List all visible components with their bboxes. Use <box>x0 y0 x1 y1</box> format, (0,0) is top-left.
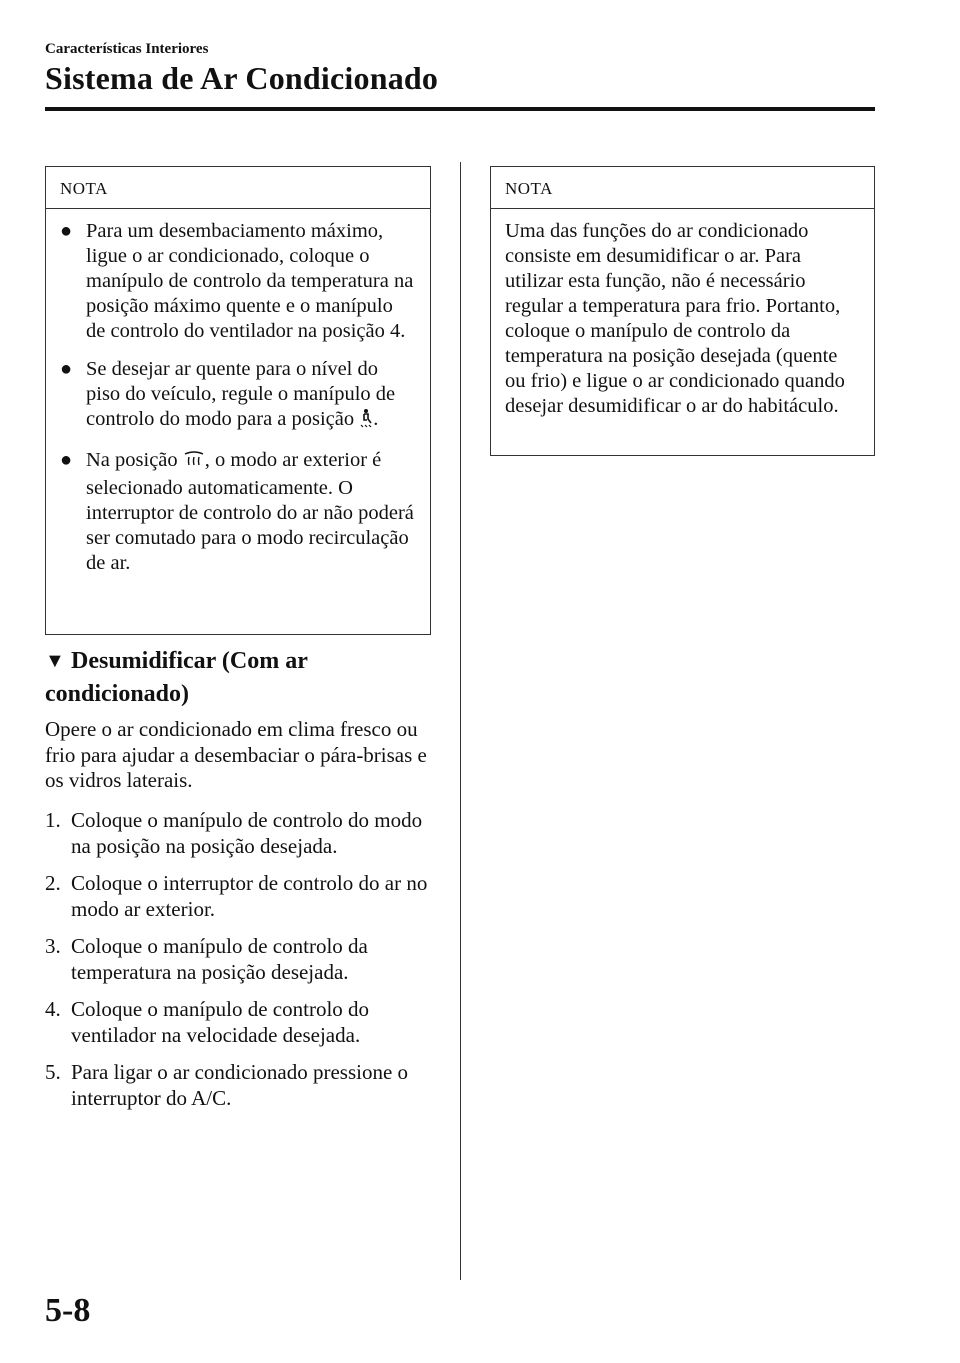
list-item <box>45 808 445 859</box>
step-text: Para ligar o ar condicionado pressione o interruptor do A/C. <box>71 1060 409 1110</box>
step-text: Coloque o manípulo de controlo do ventilador na velocidade desejada. <box>71 997 370 1047</box>
note-bullet <box>60 357 414 435</box>
step-number: 1. <box>45 808 61 832</box>
subsection-title: Desumidificar (Com ar condicionado) <box>45 648 308 707</box>
note-body <box>46 209 430 601</box>
step-number: 3. <box>45 934 61 958</box>
step-number: 5. <box>45 1060 61 1084</box>
defrost-mode-icon <box>183 451 205 476</box>
step-text: Coloque o manípulo de controlo da temperatura na posição desejada. <box>71 934 368 984</box>
page-title: Sistema de Ar Condicionado <box>45 60 439 96</box>
note-bullet-text: Para um desembaciamento máximo, ligue o ar condicionado, coloque o manípulo de controlo da temperatura na posição máximo quente e o manípulo de controlo do ventilador na posição 4. <box>86 220 414 342</box>
intro-paragraph: Opere o ar condicionado em clima fresco ou frio para ajudar a desembaciar o pára-brisas e os vidros laterais. <box>45 717 427 792</box>
section-label: Características Interiores <box>45 41 209 57</box>
step-number: 4. <box>45 997 61 1021</box>
bullet-dot: ● <box>60 358 73 380</box>
step-text: Coloque o manípulo de controlo do modo na posição na posição desejada. <box>71 808 423 858</box>
triangle-marker-icon: ▼ <box>45 650 65 672</box>
note-heading: NOTA <box>46 167 430 209</box>
bullet-dot: ● <box>60 220 73 242</box>
note-body-text: Uma das funções do ar condicionado consiste em desumidificar o ar. Para utilizar esta função, não é necessário regular a temperatura para frio. Portanto, coloque o manípulo de controlo da temperatura na posição desejada (quente ou frio) e ligue o ar condicionado quando desejar desumidificar o ar do habitáculo. <box>505 220 845 417</box>
list-item <box>45 934 445 985</box>
list-item <box>45 1060 445 1111</box>
note-bullet <box>60 219 414 344</box>
note-bullet-text: , o modo ar exterior é selecionado automaticamente. O interruptor de controlo do ar não poderá ser comutado para o modo recirculação de ar. <box>86 449 414 574</box>
note-bullet-text: Na posição <box>86 449 183 471</box>
page-number: 5-8 <box>45 1292 91 1329</box>
list-item <box>45 871 445 922</box>
note-box-right <box>490 166 875 456</box>
note-bullet <box>60 448 414 576</box>
note-heading: NOTA <box>491 167 874 209</box>
bullet-dot: ● <box>60 449 73 471</box>
note-bullet-text: . <box>373 408 379 430</box>
subsection-heading <box>45 645 445 711</box>
column-divider <box>460 162 461 1280</box>
step-number: 2. <box>45 871 61 895</box>
step-text: Coloque o interruptor de controlo do ar no modo ar exterior. <box>71 871 428 921</box>
floor-mode-icon <box>359 408 373 435</box>
steps-list <box>45 808 445 1123</box>
note-bullet-text: Se desejar ar quente para o nível do piso do veículo, regule o manípulo de controlo do modo para a posição <box>86 358 396 430</box>
list-item <box>45 997 445 1048</box>
title-rule <box>45 107 875 111</box>
note-box-left <box>45 166 431 635</box>
